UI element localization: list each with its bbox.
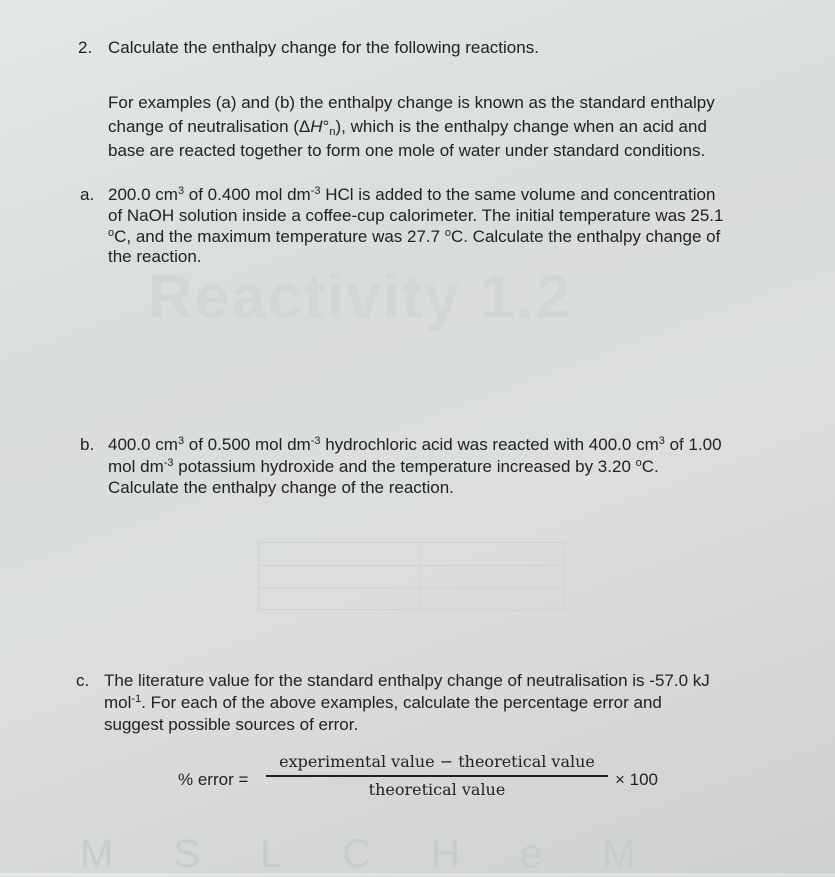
part-a-line-2: of NaOH solution inside a coffee-cup calorimeter. The initial temperature was 25.1 <box>108 206 724 225</box>
show-through-table <box>258 542 565 610</box>
show-through-heading: Reactivity 1.2 <box>148 263 573 332</box>
part-c-line-2: mol$^{-1}$. For each of the above examples, calculate the percentage error and <box>104 693 662 712</box>
percent-error-formula <box>178 752 678 812</box>
part-c-line-1: The literature value for the standard enthalpy change of neutralisation is -57.0 kJ <box>104 671 710 690</box>
formula-fraction <box>266 752 608 799</box>
part-a-line-4: the reaction. <box>108 247 202 266</box>
part-a-line-3: $^o$C, and the maximum temperature was 27.7 $^o$C. Calculate the enthalpy change of <box>108 227 721 246</box>
formula-numerator: experimental value − theoretical value <box>279 752 595 771</box>
part-c-line-3: suggest possible sources of error. <box>104 715 359 734</box>
part-c-label: c. <box>76 671 90 690</box>
question-number: 2. <box>78 38 93 57</box>
part-b-label: b. <box>80 435 95 454</box>
formula-denominator: theoretical value <box>368 779 506 799</box>
question-title: Calculate the enthalpy change for the following reactions. <box>108 38 539 57</box>
intro-line-2: change of neutralisation $(\Delta H^\circ_n)$, which is the enthalpy change when an acid and <box>108 117 707 138</box>
part-b-line-1: 400.0 $cm^3$ of 0.500 mol $dm^{-3}$ hydrochloric acid was reacted with 400.0 $cm^3$ of 1.00 <box>108 435 722 454</box>
intro-line-3: base are reacted together to form one mole of water under standard conditions. <box>108 141 706 160</box>
formula-lhs: % error = <box>178 770 249 789</box>
part-a-label: a. <box>80 185 95 204</box>
fraction-bar <box>266 775 608 777</box>
show-through-letters: MSLCHeM <box>80 832 696 876</box>
intro-line-1: For examples (a) and (b) the enthalpy change is known as the standard enthalpy <box>108 93 715 112</box>
part-a-line-1: 200.0 $cm^3$ of 0.400 mol $dm^{-3}$ HCl is added to the same volume and concentration <box>108 185 716 204</box>
part-b-line-3: Calculate the enthalpy change of the reaction. <box>108 478 454 497</box>
part-b-line-2: mol $dm^{-3}$ potassium hydroxide and the temperature increased by 3.20 $^o$C. <box>108 457 659 476</box>
formula-rhs: × 100 <box>615 770 659 789</box>
